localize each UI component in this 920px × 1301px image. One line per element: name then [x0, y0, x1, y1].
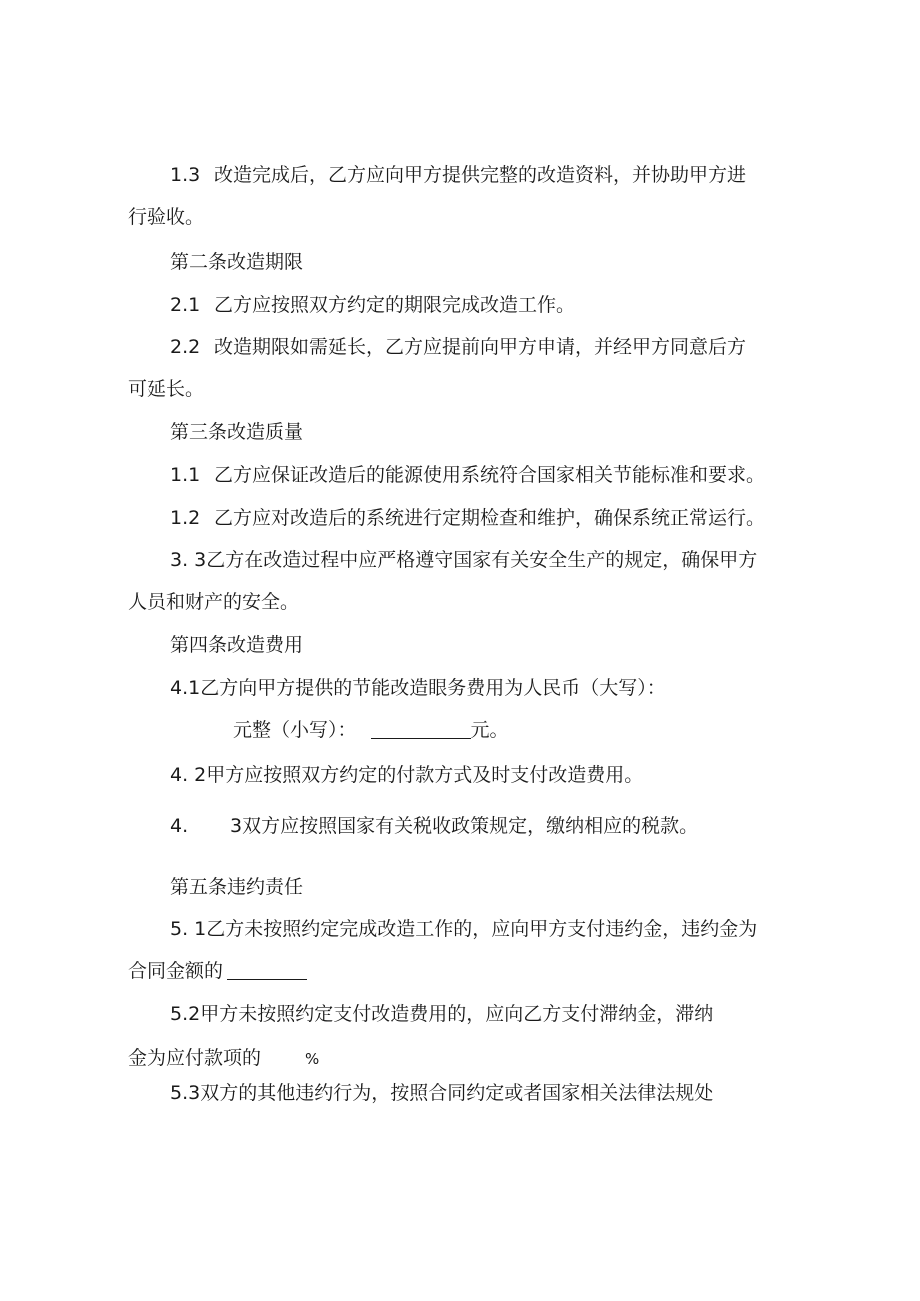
clause-2-1	[170, 293, 575, 317]
clause-text: 乙方应对改造后的系统进行定期检查和维护，确保系统正常运行。	[214, 507, 766, 529]
clause-number: 1.1	[170, 464, 201, 486]
clause-text: 金为应付款项的	[128, 1047, 262, 1069]
clause-5-1-line1: 5. 1乙方未按照约定完成改造工作的，应向甲方支付违约金，违约金为	[170, 918, 758, 940]
clause-3-1	[170, 463, 765, 487]
article-3-heading: 第三条改造质量	[170, 421, 304, 443]
clause-text: 乙方应按照双方约定的期限完成改造工作。	[214, 294, 576, 316]
penalty-rate-blank	[227, 961, 307, 980]
clause-4-1-line1: 4.1乙方向甲方提供的节能改造眼务费用为人民币（大写）：	[170, 677, 666, 699]
clause-5-2-line1: 5.2甲方未按照约定支付改造费用的，应向乙方支付滞纳金，滞纳	[170, 1003, 714, 1025]
clause-1-3-line2: 行验收。	[128, 206, 205, 228]
clause-number: 1.3	[170, 164, 201, 186]
clause-4-1-line2	[233, 718, 509, 742]
clause-text: 合同金额的	[128, 960, 224, 982]
clause-number: 2.2	[170, 336, 201, 358]
clause-text: 元整（小写）：	[233, 719, 357, 741]
clause-5-3: 5.3双方的其他违约行为，按照合同约定或者国家相关法律法规处	[170, 1082, 714, 1104]
amount-blank	[371, 720, 471, 739]
clause-5-1-line2	[128, 959, 307, 983]
clause-text: 3双方应按照国家有关税收政策规定，缴纳相应的税款。	[230, 815, 699, 837]
article-4-heading: 第四条改造费用	[170, 634, 304, 656]
article-5-heading: 第五条违约责任	[170, 876, 304, 898]
article-2-heading: 第二条改造期限	[170, 251, 304, 273]
clause-4-3	[170, 814, 698, 838]
clause-2-2-line2: 可延长。	[128, 378, 205, 400]
clause-text: 改造期限如需延长，乙方应提前向甲方申请，并经甲方同意后方	[214, 336, 747, 358]
clause-1-3-line1	[170, 163, 746, 187]
clause-number: 1.2	[170, 507, 201, 529]
clause-text: 乙方应保证改造后的能源使用系统符合国家相关节能标准和要求。	[214, 464, 766, 486]
clause-3-2	[170, 506, 765, 530]
clause-3-3-line1: 3. 3乙方在改造过程中应严格遵守国家有关安全生产的规定，确保甲方	[170, 549, 758, 571]
percent-sign: %	[305, 1050, 320, 1068]
clause-3-3-line2: 人员和财产的安全。	[128, 591, 300, 613]
clause-text: 改造完成后，乙方应向甲方提供完整的改造资料，并协助甲方进	[214, 164, 747, 186]
clause-number: 4.	[170, 815, 189, 837]
clause-2-2-line1	[170, 335, 746, 359]
clause-4-2: 4. 2甲方应按照双方约定的付款方式及时支付改造费用。	[170, 764, 644, 786]
clause-5-2-line2	[128, 1046, 319, 1071]
clause-text: 元。	[470, 719, 509, 741]
clause-number: 2.1	[170, 294, 201, 316]
